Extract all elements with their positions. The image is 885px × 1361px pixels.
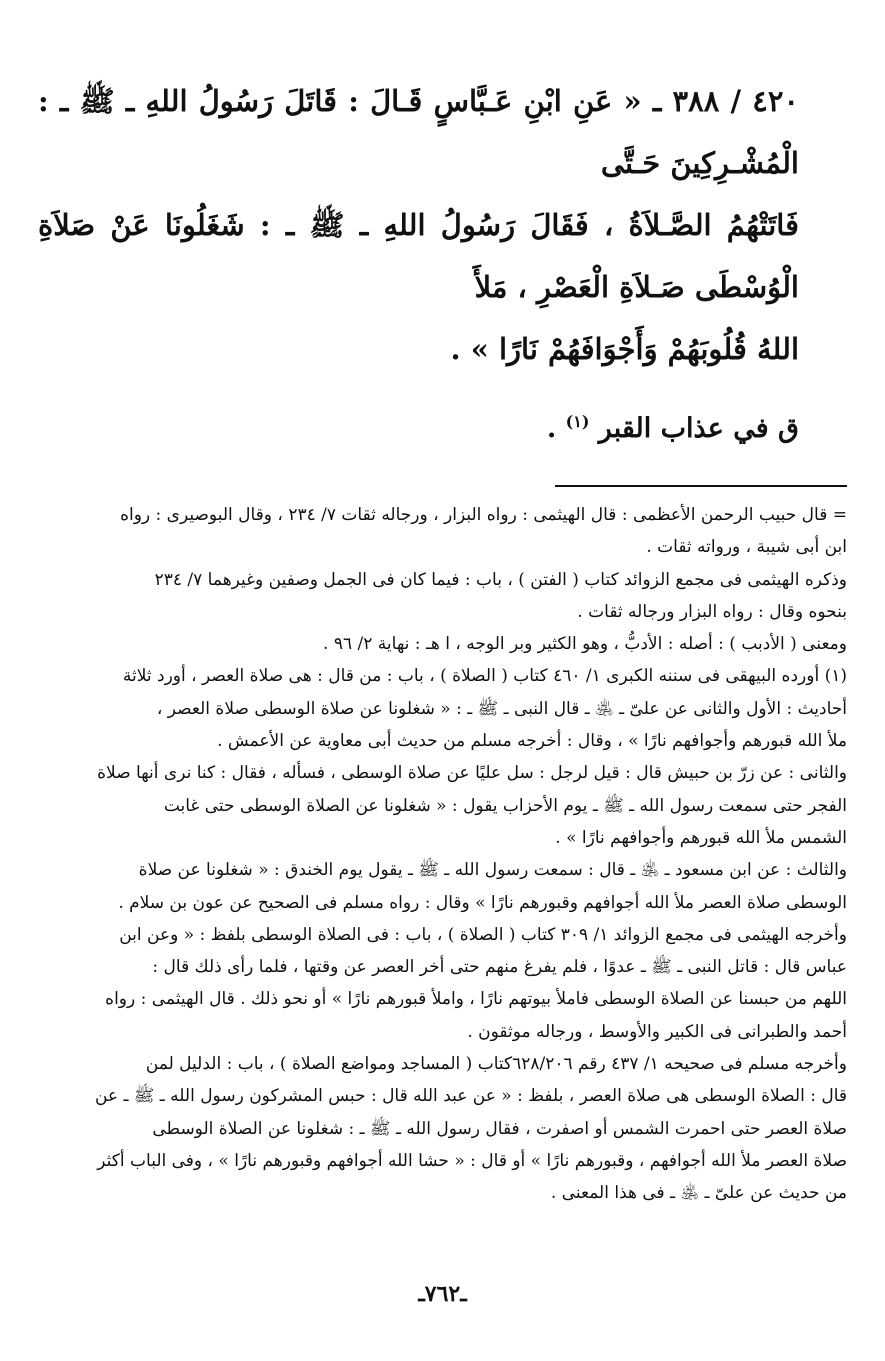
note-line: الشمس ملأ الله قبورهم وأجوافهم نارًا » . [555, 827, 847, 848]
note-line: ملأ الله قبورهم وأجوافهم نارًا » ، وقال : أخرجه مسلم من حديث أبى معاوية عن الأعمش . [217, 731, 847, 752]
source-text: ق في عذاب القبر [598, 413, 799, 444]
note-line: (١) أورده البيهقى فى سننه الكبرى ١/ ٤٦٠ كتاب ( الصلاة ) ، باب : من قال : هى صلاة العصر ، أورد ثلاثة [122, 666, 847, 687]
note-line: ابن أبى شيبة ، ورواته ثقات . [646, 537, 847, 558]
note-line: والثانى : عن زرّ بن حبيش قال : قيل لرجل : سل عليًا عن صلاة الوسطى ، فسأله ، فقال : كنا نرى أنها صلاة [97, 763, 847, 784]
footnotes [38, 499, 847, 1210]
note-line: = قال حبيب الرحمن الأعظمى : قال الهيثمى : رواه البزار ، ورجاله ثقات ٧/ ٢٣٤ ، وقال البوصيرى : رواه [120, 505, 847, 525]
note-line: وذكره الهيثمى فى مجمع الزوائد كتاب ( الفتن ) ، باب : فيما كان فى الجمل وصفين وغيرهما ٧/ ٢٣٤ [154, 569, 847, 590]
note-line: من حديث عن علىّ ـ ﵁ ـ فى هذا المعنى . [550, 1183, 847, 1204]
note-line: صلاة العصر ملأ الله أجوافهم ، وقبورهم نارًا » أو قال : « حشا الله أجوافهم وقبورهم نارًا » ، وفى الباب أكثر [97, 1150, 847, 1171]
note-line: صلاة العصر حتى احمرت الشمس أو اصفرت ، فقال رسول الله ـ ﷺ ـ : شغلونا عن الصلاة الوسطى [152, 1118, 847, 1139]
note-line: عباس قال : قاتل النبى ـ ﷺ ـ عدوًا ، فلم يفرغ منهم حتى أخر العصر عن وقتها ، فلما رأى ذلك قال : [152, 957, 847, 978]
page-number: ـ٧٦٢ـ [418, 1281, 467, 1307]
source-reference [38, 394, 847, 457]
hadith-text [38, 70, 847, 380]
source-end: . [546, 413, 557, 444]
note-line: اللهم من حبسنا عن الصلاة الوسطى فاملأ بيوتهم نارًا ، واملأ قبورهم نارًا » أو نحو ذلك . قال الهيثمى : رواه [105, 989, 847, 1010]
note-line: الوسطى صلاة العصر ملأ الله أجوافهم وقبورهم نارًا » وقال : رواه مسلم فى الصحيح عن عون بن سلام . [118, 892, 847, 913]
footnote-ref: (١) [565, 412, 590, 431]
hadith-line: ٤٢٠ / ٣٨٨ ـ « عَنِ ابْنِ عَـبَّاسٍ قَـالَ : قَاتَلَ رَسُولُ اللهِ ـ ﷺ ـ : الْمُشْـرِكِينَ حَـتَّى [38, 84, 799, 180]
note-line: بنحوه وقال : رواه البزار ورجاله ثقات . [577, 601, 847, 622]
page [38, 70, 847, 1361]
footnote-divider [555, 485, 847, 487]
note-line: والثالث : عن ابن مسعود ـ ﵁ ـ قال : سمعت رسول الله ـ ﷺ ـ يقول يوم الخندق : « شغلونا عن صلاة [138, 860, 847, 881]
hadith-line: اللهُ قُلُوبَهُمْ وَأَجْوَافَهُمْ نَارًا » . [450, 332, 799, 366]
note-line: ومعنى ( الأدبب ) : أصله : الأدبُّ ، وهو الكثير وبر الوجه ، ا هـ : نهاية ٢/ ٩٦ . [323, 634, 847, 655]
hadith-line: فَاتَتْهُمُ الصَّـلاَةُ ، فَقَالَ رَسُولُ اللهِ ـ ﷺ ـ : شَغَلُونَا عَنْ صَلاَةِ الْوُسْطَى صَـلاَةِ الْعَصْرِ ، مَلأَ [38, 208, 799, 304]
note-line: أحاديث : الأول والثانى عن علىّ ـ ﵁ ـ قال النبى ـ ﷺ ـ : « شغلونا عن صلاة الوسطى صلاة العصر ، [156, 698, 847, 719]
note-line: وأخرجه الهيثمى فى مجمع الزوائد ١/ ٣٠٩ كتاب ( الصلاة ) ، باب : فى الصلاة الوسطى بلفظ : « وعن ابن [119, 924, 847, 945]
note-line: قال : الصلاة الوسطى هى صلاة العصر ، بلفظ : « عن عبد الله قال : حبس المشركون رسول الله ـ ﷺ ـ عن [94, 1086, 847, 1107]
note-line: أحمد والطبرانى فى الكبير والأوسط ، ورجاله موثقون . [467, 1021, 847, 1042]
note-line: الفجر حتى سمعت رسول الله ـ ﷺ ـ يوم الأحزاب يقول : « شغلونا عن الصلاة الوسطى حتى غابت [163, 795, 847, 816]
note-line: وأخرجه مسلم فى صحيحه ١/ ٤٣٧ رقم ٦٢٨/٢٠٦كتاب ( المساجد ومواضع الصلاة ) ، باب : الدليل لمن [145, 1054, 847, 1075]
